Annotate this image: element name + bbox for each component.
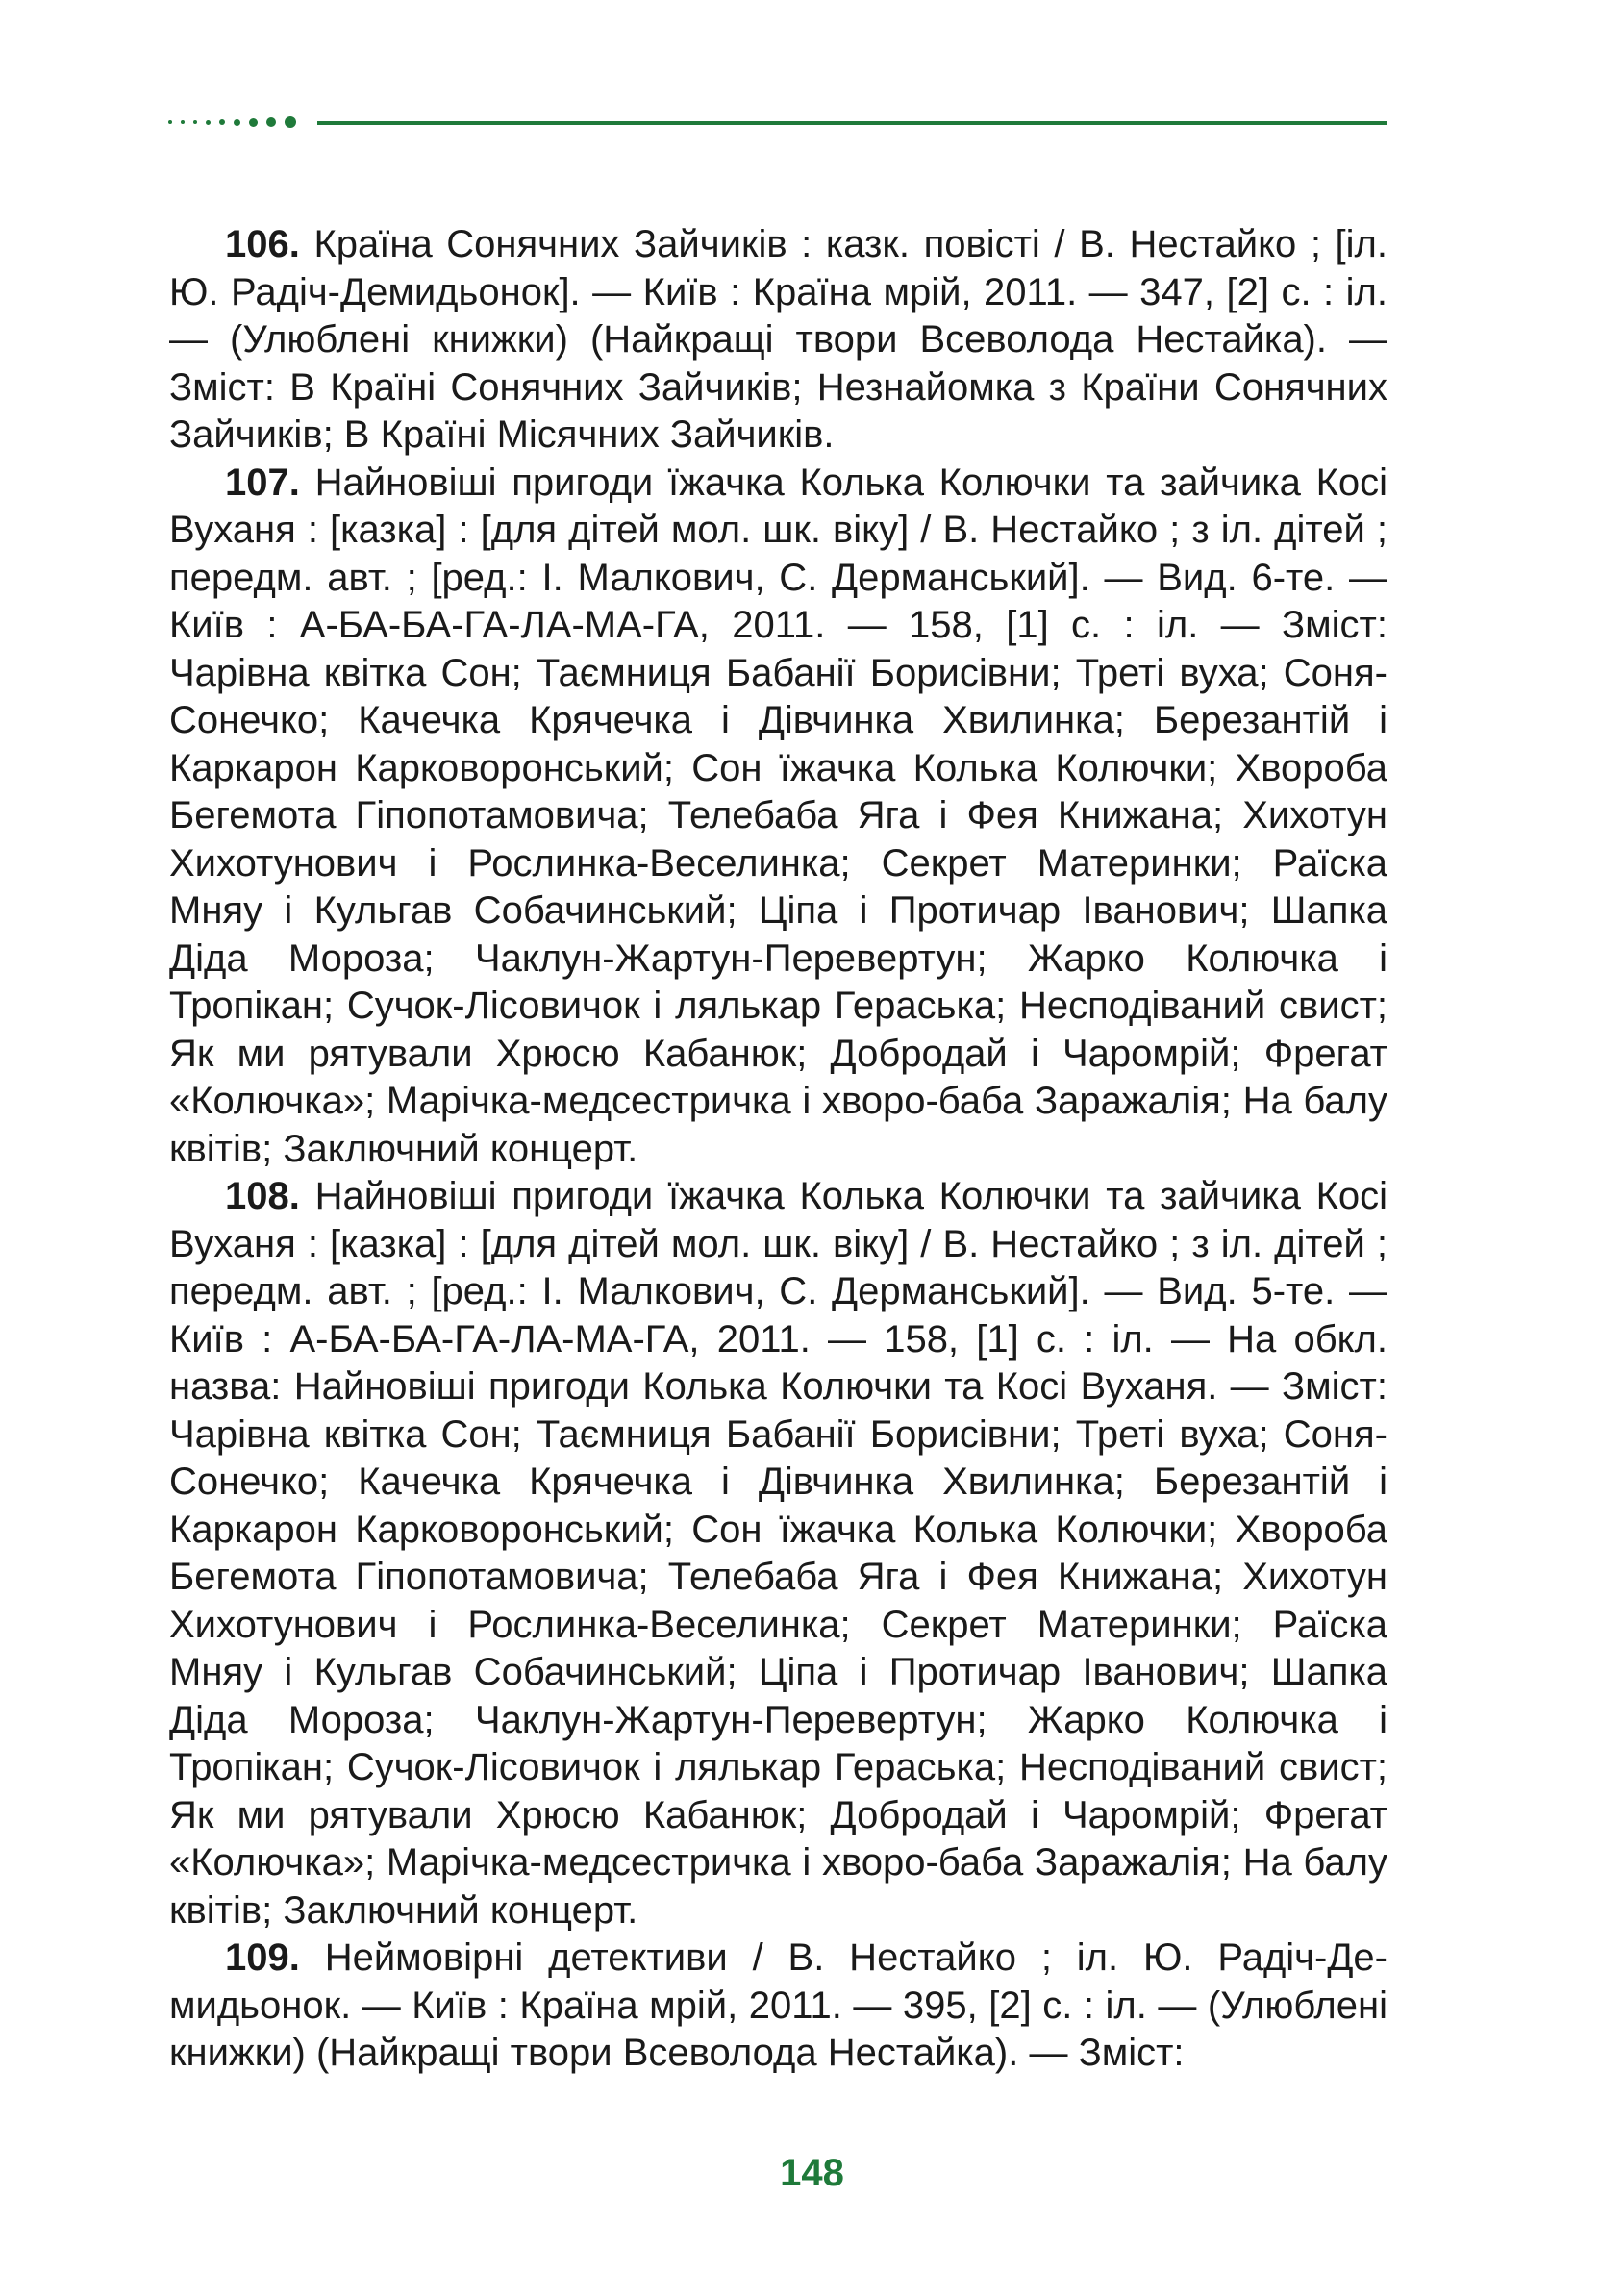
entry-number: 108. [225, 1175, 300, 1217]
bibliography-entry [169, 1935, 1387, 2078]
page-number: 148 [780, 2152, 844, 2194]
header-dot [181, 120, 185, 124]
entry-text: Країна Сонячних Зайчиків : казк. повісті / В. Нестайко ; [іл. Ю. Радіч-Демидьонок]. — Київ : Країна мрій, 2011. — 347, [2] с. : іл. — (Улюблені книжки) (Найкращі твори Всеволода Нестайка). — Зміст: В Країні Сонячних Зайчиків; Незнайомка з Країни Сонячних Зайчиків; В Країні Місячних Зайчиків. [169, 223, 1387, 456]
bibliography-entry [169, 221, 1387, 460]
bibliography-entry [169, 460, 1387, 1174]
header-dot [219, 119, 225, 125]
header-dot [206, 120, 211, 125]
entry-number: 109. [225, 1936, 300, 1979]
entry-number: 106. [225, 223, 300, 265]
entry-text: Найновіші пригоди їжачка Колька Колючки та зайчика Косі Вуханя : [казка] : [для дітей мол. шк. віку] / В. Нестайко ; з іл. дітей ; передм. авт. ; [ред.: І. Малкович, С. Дерманський]. — Вид. 5-те. — Київ : А-БА-БА-ГА-ЛА-МА-ГА, 2011. — 158, [1] с. : іл. — На обкл. назва: Найновіші пригоди Колька Колючки та Косі Вуханя. — Зміст: Чарівна квітка Сон; Таємниця Бабанії Борисівни; Треті вуха; Соня-Сонечко; Качечка Крячечка і Дівчинка Хвилинка; Березантій і Каркарон Карковоронський; Сон їжачка Колька Колючки; Хвороба Бегемота Гіпопотамовича; Телебаба Яга і Фея Книжана; Хихотун Хихотунович і Рослинка-Веселинка; Секрет Материнки; Раїска Мняу і Кульгав Собачинський; Ціпа і Протичар Іванович; Шапка Діда Мороза; Чаклун-Жартун-Перевертун; Жарко Колючка і Тропікан; Сучок-Лісовичок і лялькар Гераська; Несподіваний свист; Як ми рятували Хрюсю Кабанюк; Добродай і Чаромрій; Фрегат «Колючка»; Марічка-медсестричка і хворо-баба Заражалія; На балу квітів; Заключний концерт. [169, 1175, 1387, 1932]
header-dot [193, 120, 197, 124]
entry-number: 107. [225, 461, 300, 504]
bibliography-text [169, 221, 1387, 2078]
header-dot [285, 116, 296, 128]
header-decoration [168, 115, 1387, 129]
bibliography-entry [169, 1173, 1387, 1935]
entry-text: Найновіші пригоди їжачка Колька Колючки та зайчика Косі Вуханя : [казка] : [для дітей мол. шк. віку] / В. Нестайко ; з іл. дітей ; передм. авт. ; [ред.: І. Малкович, С. Дерманський]. — Вид. 6-те. — Київ : А-БА-БА-ГА-ЛА-МА-ГА, 2011. — 158, [1] с. : іл. — Зміст: Чарівна квітка Сон; Таємниця Бабанії Борисівни; Треті вуха; Соня-Сонечко; Качечка Крячечка і Дівчинка Хвилинка; Березантій і Каркарон Карковоронський; Сон їжачка Колька Колючки; Хвороба Бегемота Гіпопотамовича; Телебаба Яга і Фея Книжана; Хихотун Хихотунович і Рослинка-Веселинка; Секрет Материнки; Раїска Мняу і Кульгав Собачинський; Ціпа і Протичар Іванович; Шапка Діда Мороза; Чаклун-Жартун-Перевертун; Жарко Колючка і Тропікан; Сучок-Лісовичок і лялькар Гераська; Несподіваний свист; Як ми рятували Хрюсю Кабанюк; Добродай і Чаромрій; Фрегат «Колючка»; Марічка-медсестричка і хворо-баба Заражалія; На балу квітів; Заключний концерт. [169, 461, 1387, 1170]
header-dot [168, 120, 172, 124]
entry-text: Неймовірні детективи / В. Нестайко ; іл. Ю. Радіч-Демидьонок. — Київ : Країна мрій, 2011. — 395, [2] с. : іл. — (Улюблені книжки) (Найкращі твори Всеволода Нестайка). — Зміст: [169, 1936, 1387, 2074]
header-dot [266, 117, 276, 127]
header-dot [234, 119, 240, 126]
header-dot [249, 118, 258, 127]
header-rule-line [317, 121, 1387, 125]
header-dots [168, 115, 305, 129]
